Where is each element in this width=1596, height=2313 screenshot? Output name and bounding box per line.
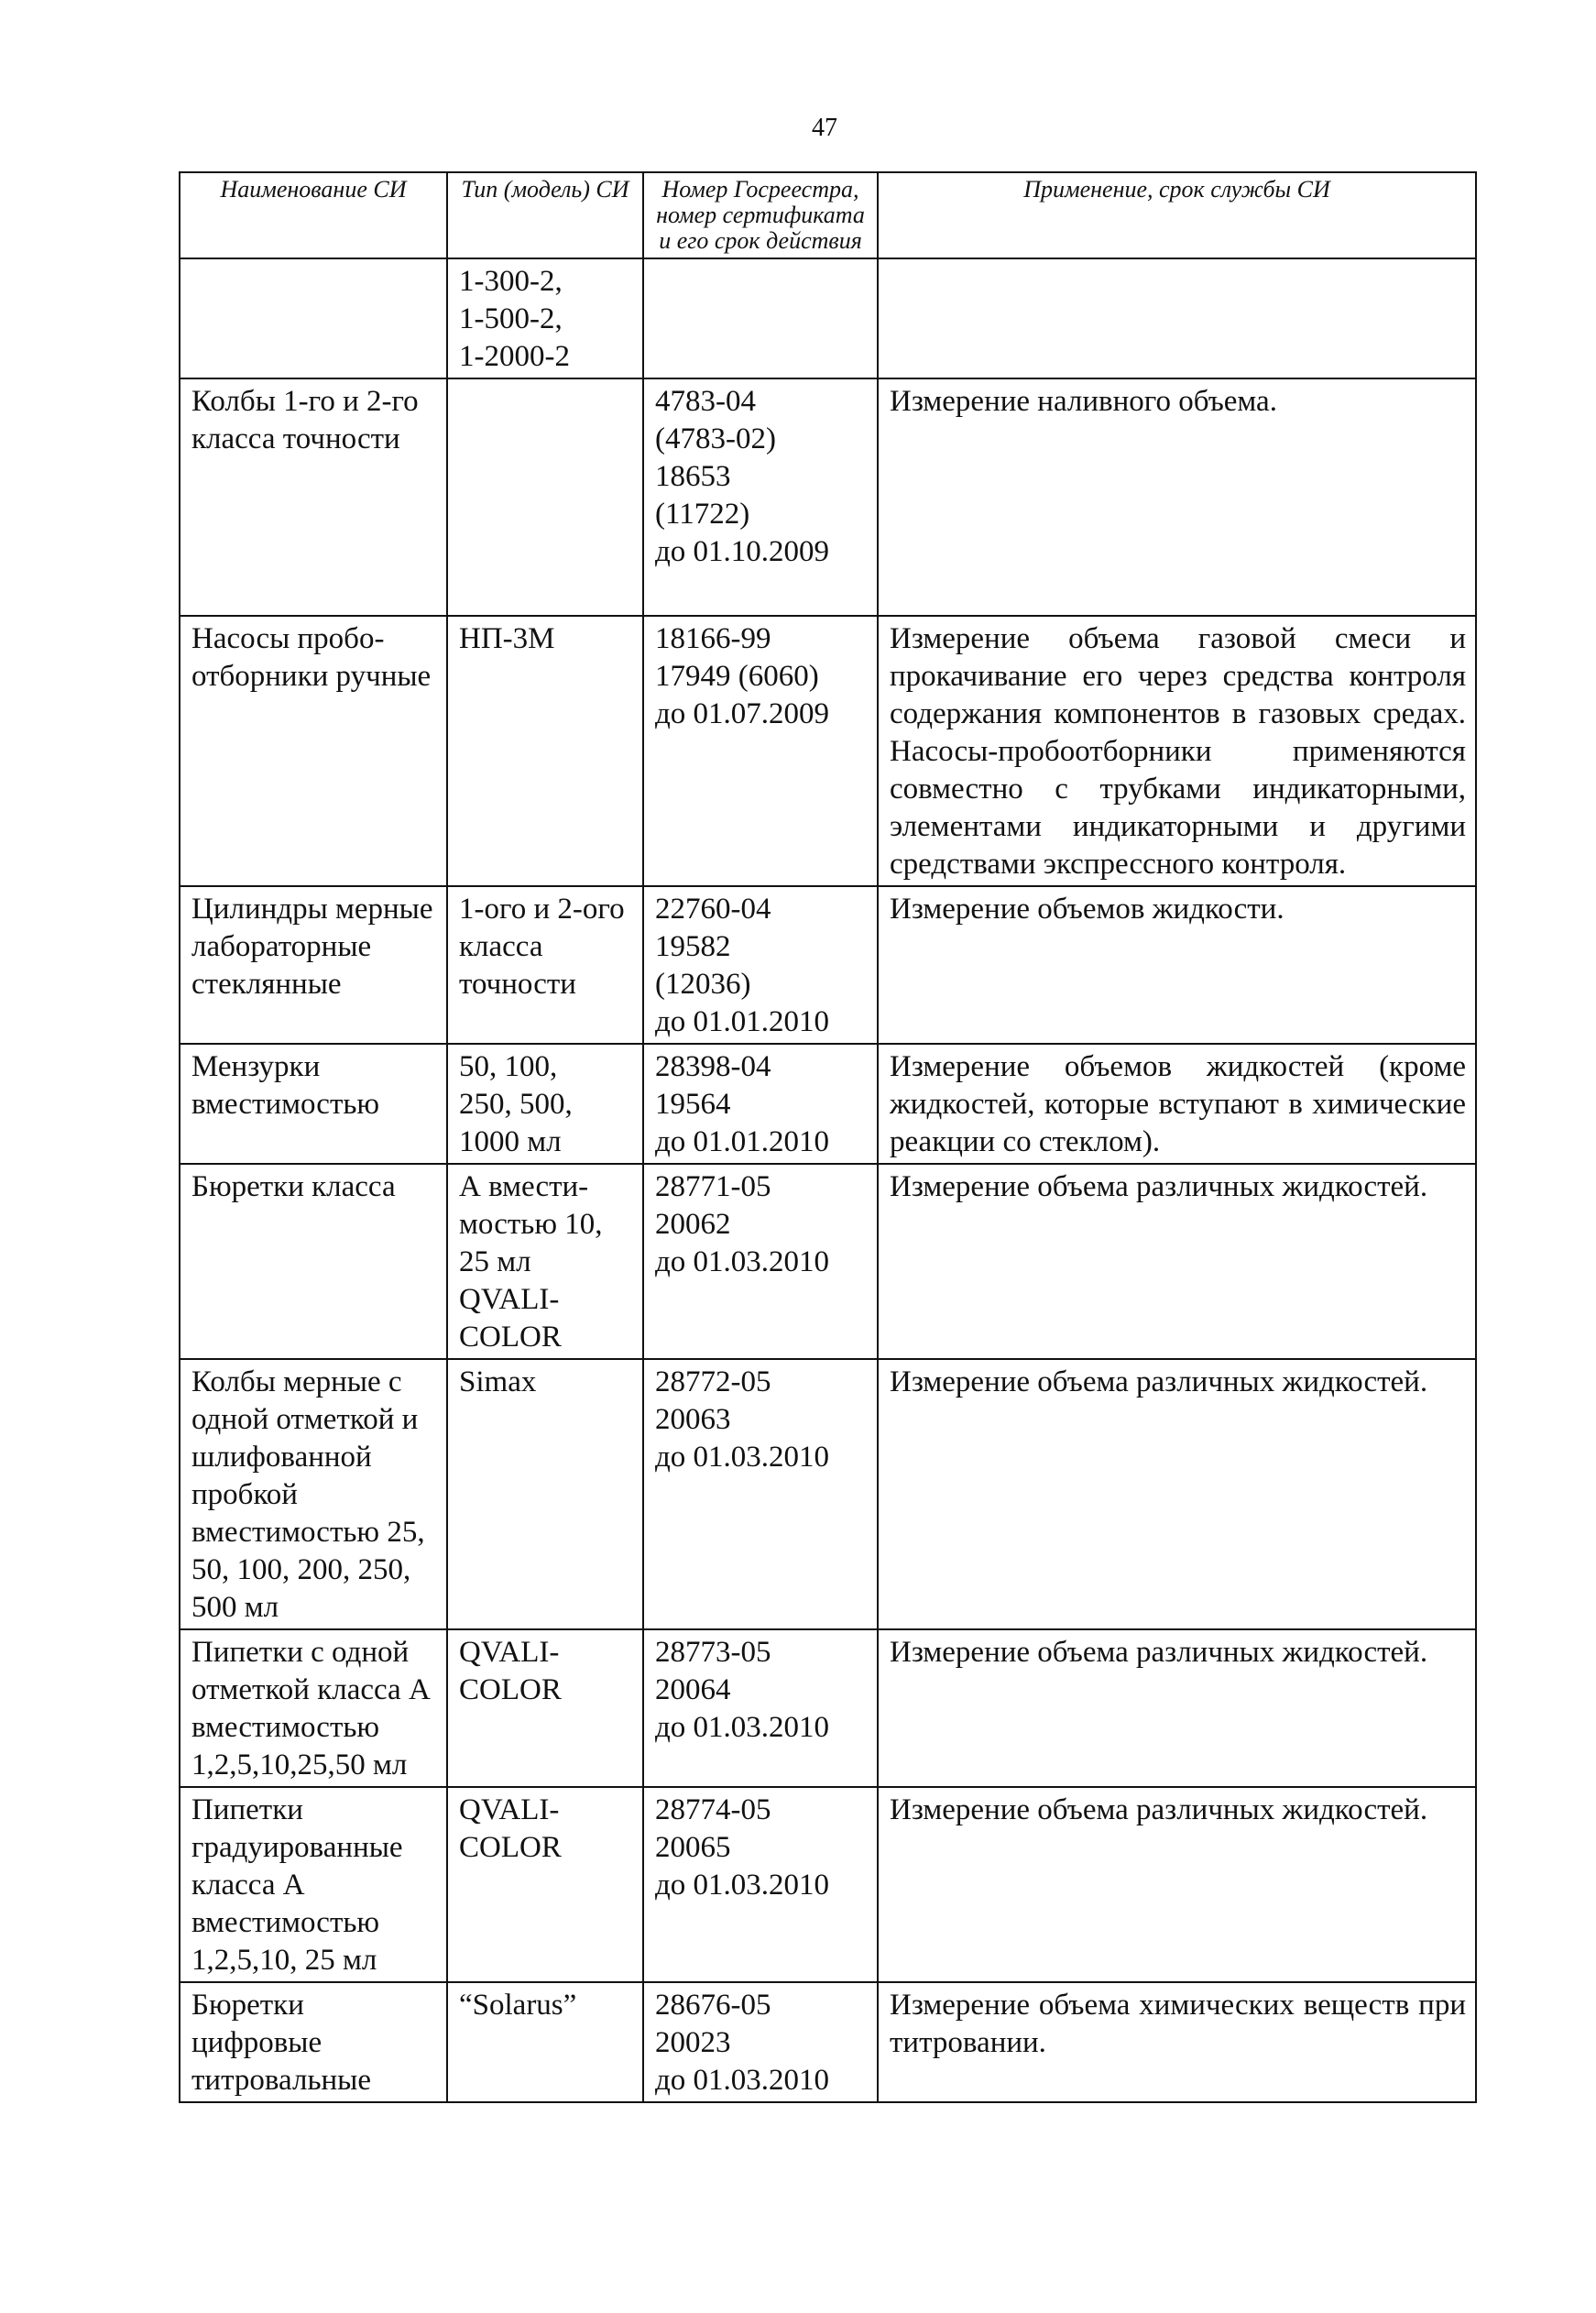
cell-registry: 28773-05 20064 до 01.03.2010 xyxy=(643,1629,878,1787)
cell-name: Колбы 1-го и 2-го класса точности xyxy=(180,378,447,616)
cell-application: Измерение объема различных жидкостей. xyxy=(878,1359,1476,1629)
cell-type: QVALI-COLOR xyxy=(447,1787,643,1982)
measuring-instruments-table xyxy=(179,171,1477,2103)
cell-registry: 28771-05 20062 до 01.03.2010 xyxy=(643,1164,878,1359)
cell-application xyxy=(878,258,1476,378)
header-registry: Номер Госреестра, номер сертификата и его срок действия xyxy=(643,172,878,258)
table-row xyxy=(180,886,1476,1044)
table-row xyxy=(180,1359,1476,1629)
table-row xyxy=(180,1164,1476,1359)
cell-name: Бюретки класса xyxy=(180,1164,447,1359)
cell-type: Simax xyxy=(447,1359,643,1629)
table-row xyxy=(180,1044,1476,1164)
table-row xyxy=(180,258,1476,378)
cell-application: Измерение объема различных жидкостей. xyxy=(878,1787,1476,1982)
cell-name: Цилиндры мерные лабораторные стеклянные xyxy=(180,886,447,1044)
cell-type: QVALI-COLOR xyxy=(447,1629,643,1787)
table-row xyxy=(180,378,1476,616)
cell-type: НП-3М xyxy=(447,616,643,886)
table-row xyxy=(180,616,1476,886)
cell-application: Измерение объема химических веществ при титровании. xyxy=(878,1982,1476,2102)
cell-application: Измерение наливного объема. xyxy=(878,378,1476,616)
cell-registry xyxy=(643,258,878,378)
header-type: Тип (модель) СИ xyxy=(447,172,643,258)
cell-name: Пипетки с одной отметкой класса А вместимостью 1,2,5,10,25,50 мл xyxy=(180,1629,447,1787)
cell-name: Колбы мерные с одной отметкой и шлифованной пробкой вместимостью 25, 50, 100, 200, 250, 500 мл xyxy=(180,1359,447,1629)
cell-application: Измерение объемов жидкости. xyxy=(878,886,1476,1044)
cell-name: Мензурки вместимостью xyxy=(180,1044,447,1164)
cell-registry: 28398-04 19564 до 01.01.2010 xyxy=(643,1044,878,1164)
cell-type: А вмести-мостью 10, 25 мл QVALI-COLOR xyxy=(447,1164,643,1359)
cell-registry: 28676-05 20023 до 01.03.2010 xyxy=(643,1982,878,2102)
cell-registry: 18166-99 17949 (6060) до 01.07.2009 xyxy=(643,616,878,886)
table-header-row xyxy=(180,172,1476,258)
cell-name: Пипетки градуированные класса А вместимостью 1,2,5,10, 25 мл xyxy=(180,1787,447,1982)
header-name: Наименование СИ xyxy=(180,172,447,258)
cell-type: 50, 100, 250, 500, 1000 мл xyxy=(447,1044,643,1164)
cell-registry: 28774-05 20065 до 01.03.2010 xyxy=(643,1787,878,1982)
cell-type: “Solarus” xyxy=(447,1982,643,2102)
table-row xyxy=(180,1787,1476,1982)
table-body xyxy=(180,258,1476,2102)
cell-application: Измерение объемов жидкостей (кроме жидкостей, которые вступают в химические реакции со стеклом). xyxy=(878,1044,1476,1164)
cell-name: Насосы пробо-отборники ручные xyxy=(180,616,447,886)
cell-registry: 22760-04 19582 (12036) до 01.01.2010 xyxy=(643,886,878,1044)
cell-registry: 28772-05 20063 до 01.03.2010 xyxy=(643,1359,878,1629)
cell-application: Измерение объема различных жидкостей. xyxy=(878,1164,1476,1359)
cell-registry: 4783-04 (4783-02) 18653 (11722) до 01.10.2009 xyxy=(643,378,878,616)
cell-application: Измерение объема различных жидкостей. xyxy=(878,1629,1476,1787)
cell-type xyxy=(447,378,643,616)
cell-application: Измерение объема газовой смеси и прокачивание его через средства контроля содержания компонентов в газовых средах. Насосы-пробоотборники применяются совместно с трубками индикаторными, элементами индикаторными и другими средствами экспрессного контроля. xyxy=(878,616,1476,886)
table-row xyxy=(180,1629,1476,1787)
cell-name xyxy=(180,258,447,378)
header-application: Применение, срок службы СИ xyxy=(878,172,1476,258)
cell-type: 1-300-2, 1-500-2, 1-2000-2 xyxy=(447,258,643,378)
cell-name: Бюретки цифровые титровальные xyxy=(180,1982,447,2102)
table-row xyxy=(180,1982,1476,2102)
page-number: 47 xyxy=(812,114,837,142)
cell-type: 1-ого и 2-ого класса точности xyxy=(447,886,643,1044)
